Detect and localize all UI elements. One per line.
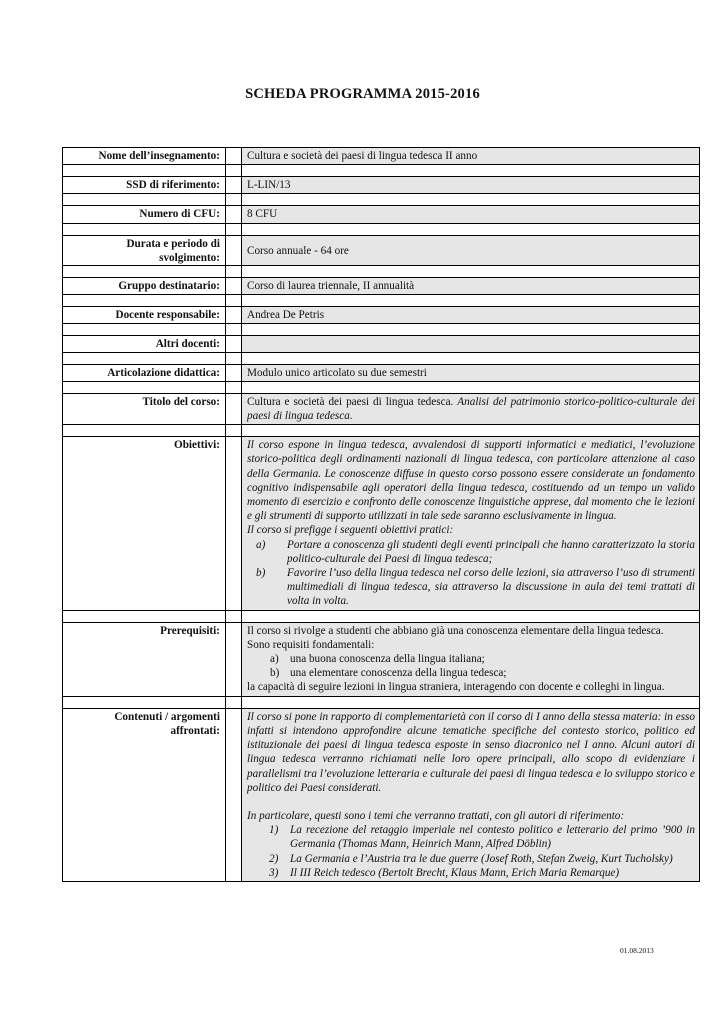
value-ssd: L-LIN/13 [242, 177, 700, 194]
label-cfu: Numero di CFU: [63, 206, 226, 223]
value-prerequisiti [242, 622, 700, 696]
label-nome: Nome dell’insegnamento: [63, 148, 226, 165]
label-ssd: SSD di riferimento: [63, 177, 226, 194]
row-titolo [63, 393, 700, 424]
label-durata: Durata e periodo di svolgimento: [63, 235, 226, 265]
row-docente [63, 307, 700, 324]
row-articolazione [63, 364, 700, 381]
list-item: a) una buona conoscenza della lingua italiana; [270, 653, 485, 666]
contenuti-list [247, 823, 695, 880]
row-ssd [63, 177, 700, 194]
list-item: 3) Il III Reich tedesco (Bertolt Brecht, Klaus Mann, Erich Maria Remarque) [269, 866, 620, 879]
value-titolo: Cultura e società dei paesi di lingua tedesca. Analisi del patrimonio storico-politico-culturale dei paesi di lingua tedesca. [242, 393, 700, 424]
list-item: b) Favorire l’uso della lingua tedesca nel corso delle lezioni, sia attraverso l’uso di strumenti multimediali di lingua tedesca, sia attraverso la discussione in aula dei temi trattati di volta in volta. [256, 567, 695, 608]
value-docente: Andrea De Petris [242, 307, 700, 324]
list-item: 2) La Germania e l’Austria tra le due guerre (Josef Roth, Stefan Zweig, Kurt Tucholsky) [269, 852, 673, 865]
label-prerequisiti: Prerequisiti: [63, 622, 226, 696]
label-obiettivi: Obiettivi: [63, 437, 226, 610]
value-altri [242, 336, 700, 352]
obiettivi-paragraph: Il corso espone in lingua tedesca, avvalendosi di supporti informatici e mediatici, l’evoluzione storico-politica degli ordinamenti nazionali di lingua tedesca, con particolare attenzione al caso della Germania. Le conoscenze diffuse in questo corso possono essere considerate un fondamento cognitivo indispensabile agli operatori della lingua tedesca, costituendo ad un tempo un valido momento di esercizio e confronto delle conoscenze linguistiche apprese, dal momento che le lezioni e gli strumenti di supporto utilizzati in tale sede saranno esclusivamente in lingua. [247, 439, 695, 523]
row-durata [63, 235, 700, 265]
row-obiettivi [63, 437, 700, 610]
row-contenuti [63, 708, 700, 881]
row-nome [63, 148, 700, 165]
contenuti-intro: In particolare, questi sono i temi che verranno trattati, con gli autori di riferimento: [247, 809, 625, 822]
prerequisiti-closing: la capacità di seguire lezioni in lingua straniera, interagendo con docente e colleghi in lingua. [247, 681, 665, 694]
value-nome: Cultura e società dei paesi di lingua tedesca II anno [242, 148, 700, 165]
value-cfu: 8 CFU [242, 206, 700, 223]
contenuti-paragraph: Il corso si pone in rapporto di complementarietà con il corso di I anno della stessa materia: in esso infatti si intendono approfondire alcune tematiche specifiche del contesto storico, politico ed istituzionale dei paesi di lingua tedesca esposte in senso diacronico nel I anno. Alcuni autori di lingua tedesca verranno richiamati nelle loro opere principali, allo scopo di evidenziare i parallelismi tra l’evoluzione letteraria e culturale dei paesi di lingua tedesca e lo sviluppo storico e politico dei Paesi considerati. [247, 710, 695, 794]
footer-date: 01.08.2013 [620, 946, 654, 955]
row-prerequisiti [63, 622, 700, 696]
list-item: a) Portare a conoscenza gli studenti degli eventi principali che hanno caratterizzato la storia politico-culturale dei Paesi di lingua tedesca; [256, 538, 695, 565]
row-gruppo [63, 278, 700, 295]
row-altri [63, 336, 700, 352]
label-articolazione: Articolazione didattica: [63, 364, 226, 381]
prerequisiti-paragraph: Il corso si rivolge a studenti che abbiano già una conoscenza elementare della lingua tedesca. [247, 624, 664, 637]
label-contenuti: Contenuti / argomenti affrontati: [63, 708, 226, 881]
document-title: SCHEDA PROGRAMMA 2015-2016 [245, 86, 480, 102]
value-articolazione: Modulo unico articolato su due semestri [242, 364, 700, 381]
list-item: b) una elementare conoscenza della lingua tedesca; [270, 667, 507, 680]
value-obiettivi [242, 437, 700, 610]
prerequisiti-intro: Sono requisiti fondamentali: [247, 638, 375, 651]
prerequisiti-list [247, 652, 695, 680]
program-form-table [62, 147, 700, 882]
label-altri: Altri docenti: [63, 336, 226, 352]
value-contenuti [242, 708, 700, 881]
label-docente: Docente responsabile: [63, 307, 226, 324]
value-gruppo: Corso di laurea triennale, II annualità [242, 278, 700, 295]
value-durata: Corso annuale - 64 ore [242, 235, 700, 265]
label-titolo: Titolo del corso: [63, 393, 226, 424]
row-cfu [63, 206, 700, 223]
obiettivi-intro: Il corso si prefigge i seguenti obiettivi pratici: [247, 524, 454, 537]
list-item: 1) La recezione del retaggio imperiale nel contesto politico e letterario del primo ’900 in Germania (Thomas Mann, Heinrich Mann, Alfred Döblin) [269, 824, 695, 851]
obiettivi-list [247, 538, 695, 609]
label-gruppo: Gruppo destinatario: [63, 278, 226, 295]
